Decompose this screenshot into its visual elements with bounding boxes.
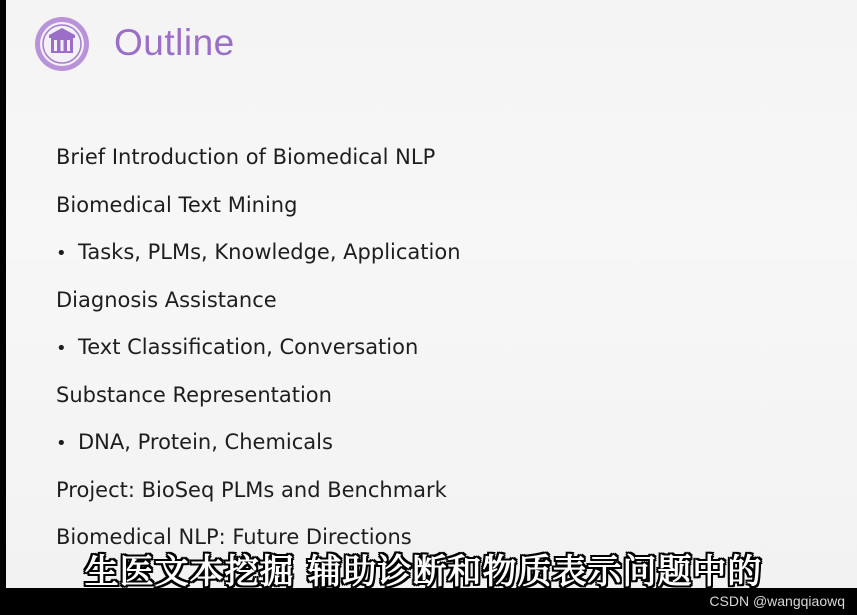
slide-title: Outline [114, 22, 235, 63]
outline-item: Project: BioSeq PLMs and Benchmark [56, 477, 447, 502]
outline-item: Biomedical NLP: Future Directions [56, 525, 412, 549]
outline-item: Substance Representation [56, 382, 332, 407]
outline-subitem: • Tasks, PLMs, Knowledge, Application [56, 235, 461, 283]
slide [6, 0, 857, 588]
university-logo-icon [34, 16, 90, 72]
bullet-icon: • [56, 338, 67, 359]
outline-subitem: • DNA, Protein, Chemicals [56, 425, 461, 473]
bullet-icon: • [56, 243, 67, 264]
outline-list [56, 140, 461, 568]
outline-subitem: • Text Classification, Conversation [56, 330, 461, 378]
bullet-icon: • [56, 433, 67, 454]
outline-item: Diagnosis Assistance [56, 287, 277, 312]
video-subtitle: 生医文本挖掘 辅助诊断和物质表示问题中的 [84, 552, 763, 592]
outline-item: Biomedical Text Mining [56, 192, 298, 217]
outline-item: Brief Introduction of Biomedical NLP [56, 145, 436, 169]
watermark: CSDN @wangqiaowq [709, 593, 845, 609]
